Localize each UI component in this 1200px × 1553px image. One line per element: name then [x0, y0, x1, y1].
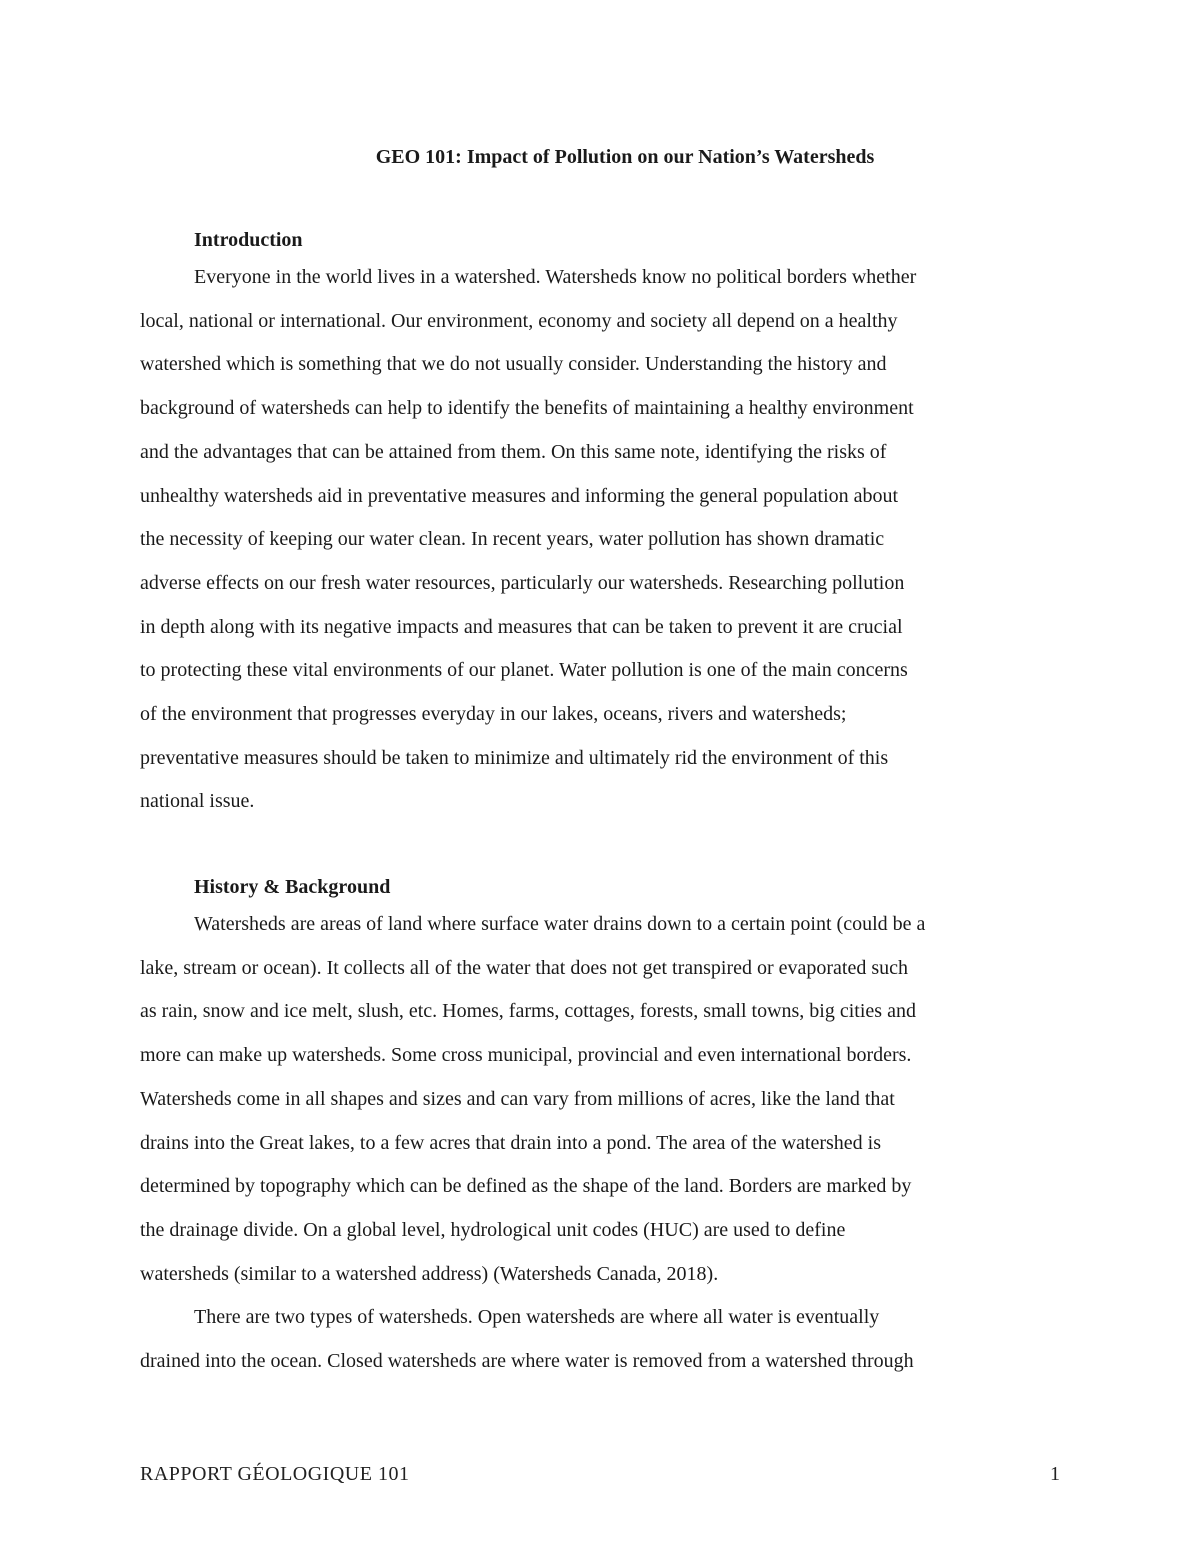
text-line: There are two types of watersheds. Open watersheds are where all water is eventually	[194, 1306, 880, 1329]
text-line: drains into the Great lakes, to a few acres that drain into a pond. The area of the watershed is	[140, 1131, 882, 1154]
text-line: national issue.	[140, 790, 255, 813]
text-line: more can make up watersheds. Some cross municipal, provincial and even international borders.	[140, 1044, 912, 1067]
text-line: drained into the ocean. Closed watersheds are where water is removed from a watershed through	[140, 1350, 914, 1373]
text-line: as rain, snow and ice melt, slush, etc. Homes, farms, cottages, forests, small towns, big cities and	[140, 1000, 916, 1023]
text-line: watershed which is something that we do not usually consider. Understanding the history and	[140, 353, 887, 376]
text-line: Watersheds are areas of land where surface water drains down to a certain point (could be a	[194, 913, 926, 935]
text-line: in depth along with its negative impacts and measures that can be taken to prevent it are crucial	[140, 615, 903, 638]
text-line: determined by topography which can be defined as the shape of the land. Borders are marked by	[140, 1175, 912, 1198]
text-line: unhealthy watersheds aid in preventative measures and informing the general population about	[140, 484, 899, 507]
history-paragraph-2	[140, 1296, 1055, 1383]
text-line: background of watersheds can help to identify the benefits of maintaining a healthy environment	[140, 397, 914, 420]
text-line: preventative measures should be taken to minimize and ultimately rid the environment of this	[140, 746, 889, 769]
text-line: of the environment that progresses everyday in our lakes, oceans, rivers and watersheds;	[140, 703, 847, 726]
introduction-paragraph	[140, 256, 1055, 824]
text-line: local, national or international. Our environment, economy and society all depend on a healthy	[140, 309, 898, 332]
text-line: to protecting these vital environments of our planet. Water pollution is one of the main concerns	[140, 659, 908, 682]
text-line: the drainage divide. On a global level, hydrological unit codes (HUC) are used to define	[140, 1218, 846, 1241]
section-heading-history-background: History & Background	[194, 876, 391, 898]
text-line: Everyone in the world lives in a watershed. Watersheds know no political borders whether	[194, 266, 917, 288]
section-heading-introduction: Introduction	[194, 229, 303, 251]
document-title: GEO 101: Impact of Pollution on our Nation’s Watersheds	[375, 146, 875, 168]
text-line: Watersheds come in all shapes and sizes and can vary from millions of acres, like the land that	[140, 1087, 895, 1110]
section-introduction	[140, 226, 1055, 824]
history-paragraph-1	[140, 903, 1055, 1296]
page-number: 1	[1050, 1463, 1060, 1485]
running-footer: RAPPORT GÉOLOGIQUE 101	[140, 1463, 410, 1485]
section-history-background	[140, 873, 1055, 1384]
text-line: and the advantages that can be attained from them. On this same note, identifying the risks of	[140, 440, 887, 463]
text-line: adverse effects on our fresh water resources, particularly our watersheds. Researching pollution	[140, 571, 905, 594]
text-line: the necessity of keeping our water clean. In recent years, water pollution has shown dramatic	[140, 528, 885, 551]
text-line: lake, stream or ocean). It collects all of the water that does not get transpired or evaporated such	[140, 956, 909, 979]
text-line: watersheds (similar to a watershed address) (Watersheds Canada, 2018).	[140, 1262, 719, 1285]
